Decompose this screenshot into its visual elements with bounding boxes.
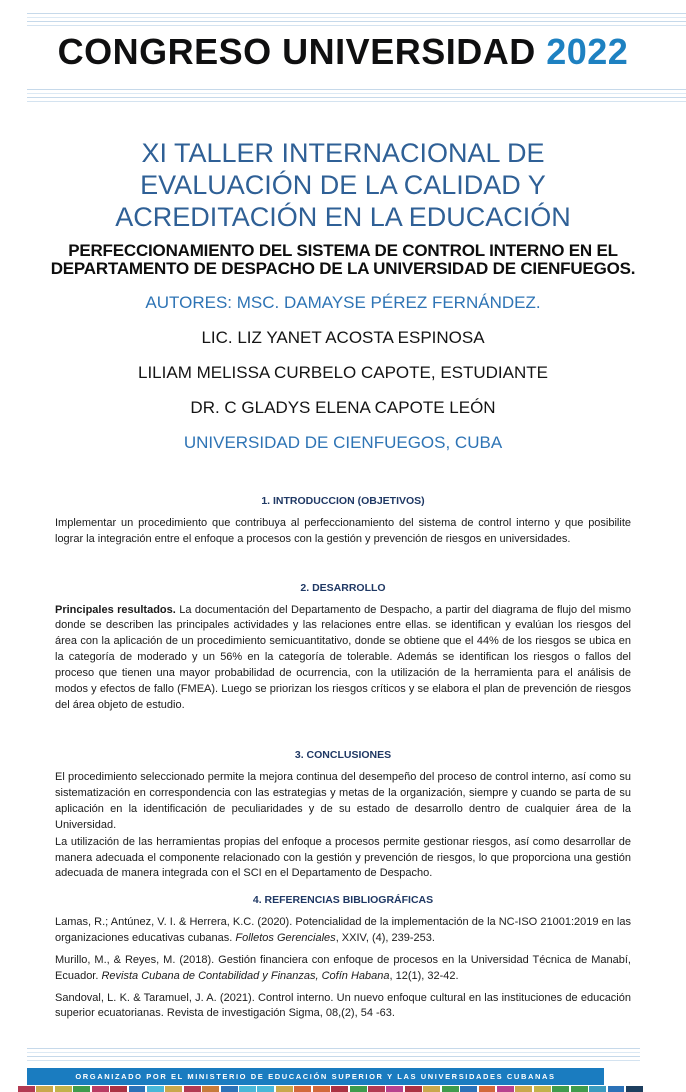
color-square [239, 1086, 256, 1092]
desarrollo-text [55, 603, 631, 714]
footer-rule-lines [27, 1048, 640, 1061]
masthead-title-text: CONGRESO UNIVERSIDAD [57, 31, 536, 72]
reference-2-text: Murillo, M., & Reyes, M. (2018). Gestión financiera con enfoque de procesos en la Universidad Técnica de Manabí, Ecuador. [55, 953, 631, 982]
introduccion-text: Implementar un procedimiento que contribuya al perfeccionamiento del sistema de control interno y que posibilite lograr la integración entre el enfoque a procesos con la gestión y prevención de riesgos en universidades. [55, 516, 631, 545]
desarrollo-lead-bold: Principales resultados. [55, 603, 176, 616]
authors-block [0, 293, 686, 453]
color-square [165, 1086, 182, 1092]
event-title: XI TALLER INTERNACIONAL DE EVALUACIÓN DE LA CALIDAD Y ACREDITACIÓN EN LA EDUCACIÓN [115, 138, 571, 232]
color-square [73, 1086, 90, 1092]
color-square [534, 1086, 551, 1092]
color-square [386, 1086, 403, 1092]
reference-entry-2 [55, 953, 631, 985]
sdg-color-strip [18, 1086, 643, 1092]
reference-3-text: Sandoval, L. K. & Taramuel, J. A. (2021). Control interno. Un nuevo enfoque cultural en las instituciones de educación superior ecuatorianas. Revista de investigación Sigma, 08,(2), 54 -63. [55, 991, 631, 1020]
color-square [626, 1086, 643, 1092]
references-list [55, 915, 631, 1022]
section-heading-conclusiones: 3. CONCLUSIONES [294, 749, 392, 762]
color-square [350, 1086, 367, 1092]
reference-entry-3 [55, 991, 631, 1023]
desarrollo-paragraph [55, 603, 631, 714]
color-square [515, 1086, 532, 1092]
color-square [257, 1086, 274, 1092]
reference-1-text: Lamas, R.; Antúnez, V. I. & Herrera, K.C. (2020). Potencialidad de la implementación de la NC-ISO 21001:2019 en las organizaciones educativas cubanas. [55, 916, 631, 945]
color-square [92, 1086, 109, 1092]
conclusiones-paragraphs [55, 770, 631, 882]
color-square [221, 1086, 238, 1092]
organizer-banner [27, 1068, 604, 1085]
color-square [589, 1086, 606, 1092]
reference-1-journal: Folletos Gerenciales [235, 932, 336, 945]
color-square [331, 1086, 348, 1092]
masthead-title [0, 29, 686, 74]
color-square [36, 1086, 53, 1092]
color-square [423, 1086, 440, 1092]
color-square [313, 1086, 330, 1092]
author-name-2: LIC. LIZ YANET ACOSTA ESPINOSA [201, 327, 485, 347]
paper-title: PERFECCIONAMIENTO DEL SISTEMA DE CONTROL INTERNO EN EL DEPARTAMENTO DE DESPACHO DE LA UNIVERSIDAD DE CIENFUEGOS. [50, 240, 636, 278]
masthead-year: 2022 [546, 31, 629, 72]
author-lead: AUTORES: MSC. DAMAYSE PÉREZ FERNÁNDEZ. [145, 292, 541, 312]
reference-2-pages: , 12(1), 32-42. [389, 969, 459, 982]
color-square [368, 1086, 385, 1092]
color-square [184, 1086, 201, 1092]
affiliation: UNIVERSIDAD DE CIENFUEGOS, CUBA [183, 432, 503, 452]
color-square [552, 1086, 569, 1092]
reference-2-journal: Revista Cubana de Contabilidad y Finanzas, Cofín Habana [101, 969, 390, 982]
color-square [442, 1086, 459, 1092]
color-square [608, 1086, 625, 1092]
color-square [405, 1086, 422, 1092]
color-square [202, 1086, 219, 1092]
organizer-banner-text: ORGANIZADO POR EL MINISTERIO DE EDUCACIÓN SUPERIOR Y LAS UNIVERSIDADES CUBANAS [75, 1072, 556, 1082]
conclusiones-text-2: La utilización de las herramientas propias del enfoque a procesos permite gestionar riesgos, así como desarrollar de manera adecuada el componente relacionado con la gestión y prevención de riesgos, lo que proporciona una gestión adecuada de manera integrada con el SCI en el Departamento de Despacho. [55, 835, 631, 880]
color-square [110, 1086, 127, 1092]
section-heading-desarrollo: 2. DESARROLLO [300, 581, 386, 594]
color-square [571, 1086, 588, 1092]
author-name-3: LILIAM MELISSA CURBELO CAPOTE, ESTUDIANTE [138, 362, 548, 382]
masthead-rule-lines [27, 89, 686, 102]
reference-1-pages: , XXIV, (4), 239-253. [335, 932, 435, 945]
section-heading-introduccion: 1. INTRODUCCION (OBJETIVOS) [261, 494, 425, 507]
conclusiones-text-1: El procedimiento seleccionado permite la mejora continua del desempeño del proceso de control interno, así como su sistematización en correspondencia con las estrategias y metas de la organización, siempre y cuando se parta de su aplicación en la identificación de peculiaridades y de su estado de desarrollo dentro de cualquier área de la Universidad. [55, 771, 631, 831]
color-square [460, 1086, 477, 1092]
color-square [129, 1086, 146, 1092]
color-square [18, 1086, 35, 1092]
color-square [147, 1086, 164, 1092]
color-square [479, 1086, 496, 1092]
section-heading-referencias: 4. REFERENCIAS BIBLIOGRÁFICAS [252, 894, 434, 907]
desarrollo-body: La documentación del Departamento de Despacho, a partir del diagrama de flujo del mismo donde se describen las principales actividades y las relaciones entre ellas. se identifican y evalúan los riesgos del área con la aplicación de un procedimiento semicuantitativo, donde se obtiene que el 44% de los riesgos se ubica en la categoría de moderado y un 56% en la categoría de tolerable. Además se identifican los riesgos o fallos del proceso que tienen una mayor probabilidad de ocurrencia, con la utilización de la herramienta para el análisis de modos y efectos de fallo (FMEA). Luego se priorizan los riesgos críticos y se elabora el plan de prevención de riesgos del área objeto de estudio. [55, 603, 631, 711]
author-name-4: DR. C GLADYS ELENA CAPOTE LEÓN [190, 397, 496, 417]
color-square [55, 1086, 72, 1092]
color-square [276, 1086, 293, 1092]
color-square [497, 1086, 514, 1092]
reference-entry-1 [55, 915, 631, 947]
top-rule-lines [27, 0, 686, 26]
color-square [294, 1086, 311, 1092]
introduccion-paragraph [55, 516, 631, 548]
